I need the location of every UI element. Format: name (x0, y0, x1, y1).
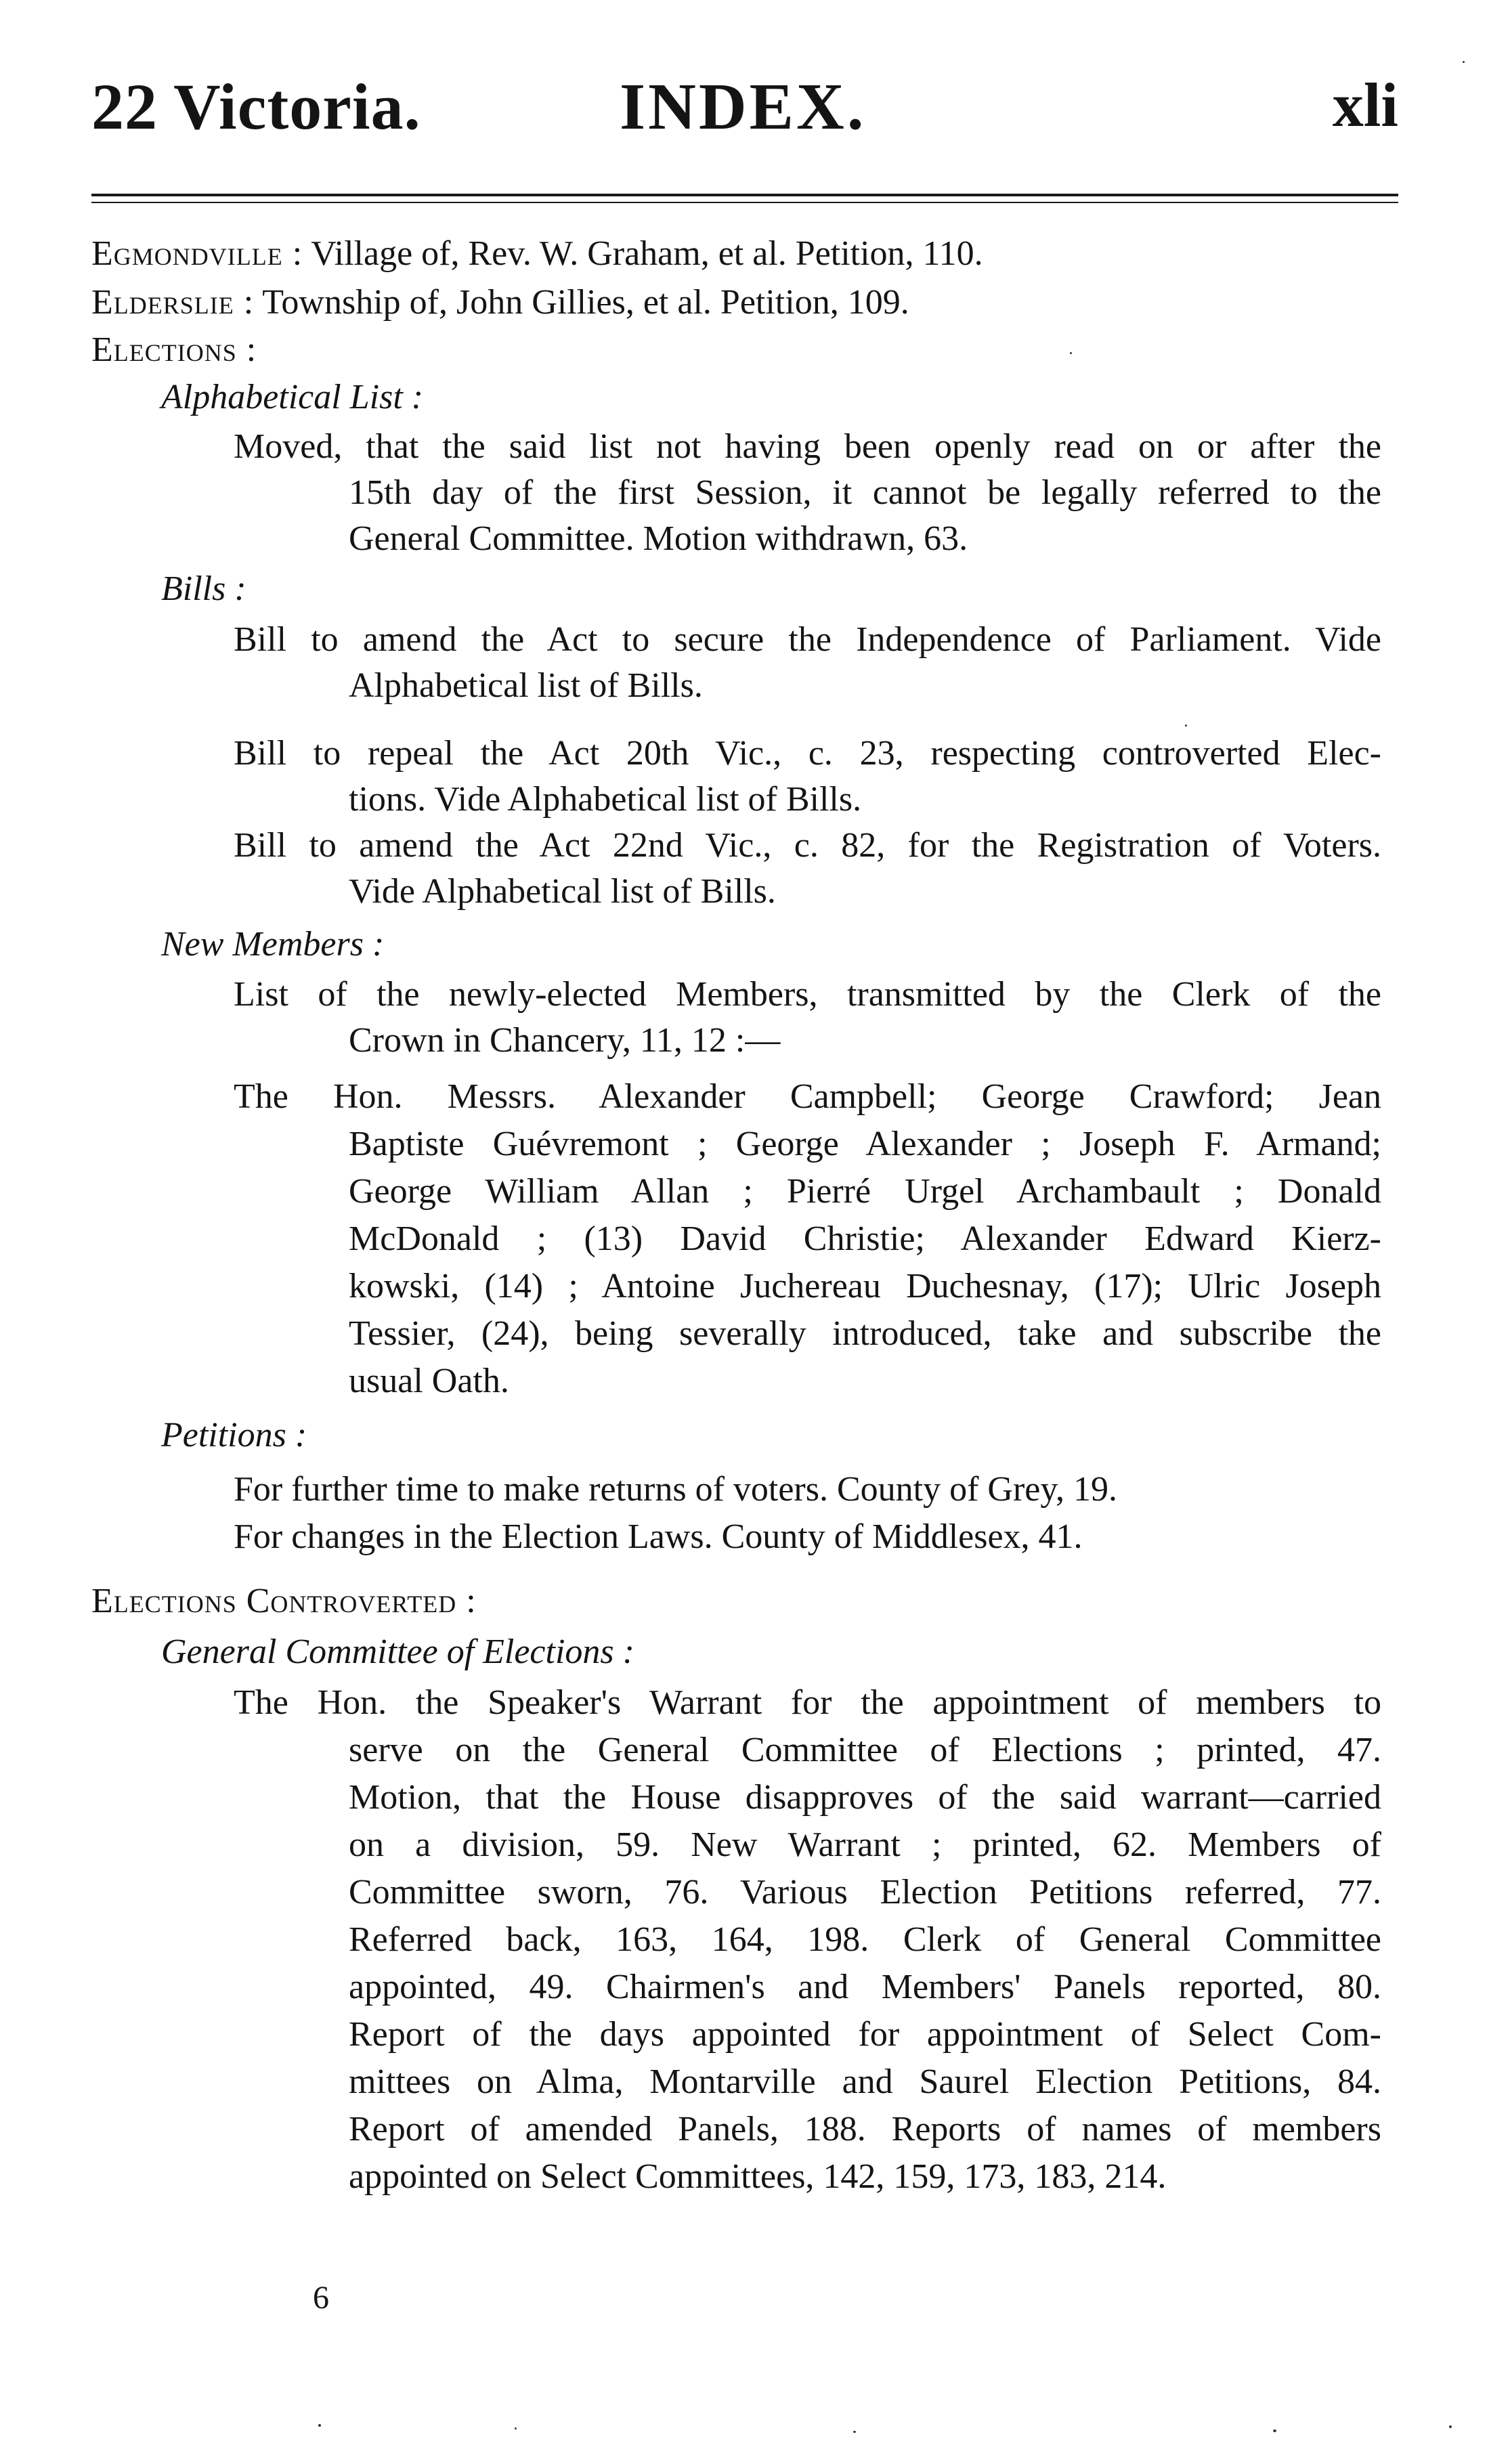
new-members-line-9: usual Oath. (349, 1362, 509, 1400)
entry-heading-elections: Elections : (91, 330, 257, 369)
speck (1070, 352, 1072, 354)
running-head-volume: 22 Victoria. (91, 70, 421, 143)
entry-elderslie (91, 279, 909, 326)
bills-line-4: tions. Vide Alphabetical list of Bills. (349, 780, 862, 819)
general-committee-line-3: Motion, that the House disapproves of the said warrant—carried (349, 1778, 1381, 1817)
speck (515, 2427, 517, 2429)
header-rule-thick (91, 194, 1398, 196)
petitions-line-2: For changes in the Election Laws. County of Middlesex, 41. (234, 1517, 1083, 1556)
speck (1185, 725, 1187, 727)
general-committee-line-6: Referred back, 163, 164, 198. Clerk of General Committee (349, 1920, 1381, 1959)
bills-line-5: Bill to amend the Act 22nd Vic., c. 82, for the Registration of Voters. (234, 826, 1381, 865)
new-members-line-6: McDonald ; (13) David Christie; Alexander Edward Kierz- (349, 1219, 1381, 1258)
general-committee-line-4: on a division, 59. New Warrant ; printed, 62. Members of (349, 1825, 1381, 1864)
entry-text: Township of, John Gillies, et al. Petition, 109. (262, 283, 909, 322)
alphabetical-list-line-1: Moved, that the said list not having been openly read on or after the (234, 427, 1381, 466)
entry-heading: Egmondville : (91, 234, 303, 273)
new-members-line-3: The Hon. Messrs. Alexander Campbell; George Crawford; Jean (234, 1077, 1381, 1116)
general-committee-line-2: serve on the General Committee of Elections ; printed, 47. (349, 1731, 1381, 1769)
general-committee-line-11: appointed on Select Committees, 142, 159, 173, 183, 214. (349, 2157, 1167, 2196)
subheading-new-members: New Members : (161, 925, 385, 964)
bills-line-3: Bill to repeal the Act 20th Vic., c. 23, respecting controverted Elec- (234, 734, 1381, 773)
bills-line-6: Vide Alphabetical list of Bills. (349, 872, 776, 911)
new-members-line-7: kowski, (14) ; Antoine Juchereau Duchesnay, (17); Ulric Joseph (349, 1267, 1381, 1305)
running-head (91, 69, 1398, 150)
subheading-general-committee: General Committee of Elections : (161, 1633, 634, 1671)
speck (1463, 61, 1465, 63)
petitions-line-1: For further time to make returns of voters. County of Grey, 19. (234, 1470, 1118, 1509)
entry-text: Village of, Rev. W. Graham, et al. Petition, 110. (311, 234, 983, 273)
entry-egmondville (91, 230, 983, 278)
new-members-line-8: Tessier, (24), being severally introduced, take and subscribe the (349, 1314, 1381, 1353)
general-committee-line-10: Report of amended Panels, 188. Reports of names of members (349, 2110, 1381, 2148)
entry-heading-elections-controverted: Elections Controverted : (91, 1582, 477, 1620)
bills-line-1: Bill to amend the Act to secure the Independence of Parliament. Vide (234, 620, 1381, 659)
general-committee-line-8: Report of the days appointed for appointment of Select Com- (349, 2015, 1381, 2054)
general-committee-line-5: Committee sworn, 76. Various Election Petitions referred, 77. (349, 1873, 1381, 1911)
alphabetical-list-line-3: General Committee. Motion withdrawn, 63. (349, 519, 968, 558)
general-committee-line-7: appointed, 49. Chairmen's and Members' Panels reported, 80. (349, 1968, 1381, 2006)
subheading-alphabetical-list: Alphabetical List : (161, 378, 424, 416)
bills-line-2: Alphabetical list of Bills. (349, 666, 703, 705)
new-members-line-5: George William Allan ; Pierré Urgel Archambault ; Donald (349, 1172, 1381, 1211)
general-committee-line-1: The Hon. the Speaker's Warrant for the appointment of members to (234, 1683, 1381, 1722)
new-members-line-2: Crown in Chancery, 11, 12 :— (349, 1021, 781, 1060)
alphabetical-list-line-2: 15th day of the first Session, it cannot be legally referred to the (349, 473, 1381, 512)
speck (318, 2424, 321, 2427)
signature-mark: 6 (313, 2280, 329, 2316)
header-rule-thin (91, 202, 1398, 203)
subheading-petitions: Petitions : (161, 1416, 307, 1454)
new-members-line-4: Baptiste Guévremont ; George Alexander ; Joseph F. Armand; (349, 1125, 1381, 1163)
new-members-line-1: List of the newly-elected Members, transmitted by the Clerk of the (234, 975, 1381, 1014)
running-head-title: INDEX. (620, 70, 867, 144)
entry-heading: Elderslie : (91, 283, 255, 322)
speck (1449, 2425, 1452, 2428)
general-committee-line-9: mittees on Alma, Montarville and Saurel Election Petitions, 84. (349, 2062, 1381, 2101)
speck (853, 2431, 856, 2433)
subheading-bills: Bills : (161, 569, 246, 608)
running-head-page-number: xli (1332, 70, 1398, 139)
speck (1273, 2429, 1276, 2432)
